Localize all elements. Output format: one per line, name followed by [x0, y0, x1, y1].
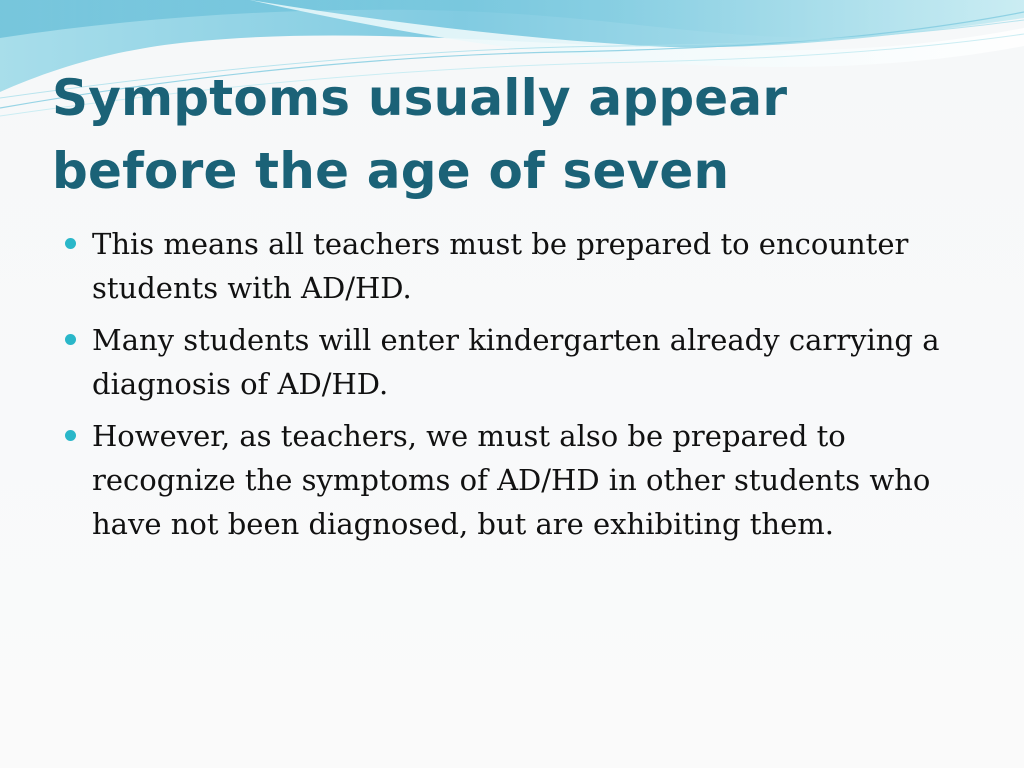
bullet-text: However, as teachers, we must also be prepared to recognize the symptoms of AD/HD in other students who have not been diagnosed, but are exhibiting them. — [92, 419, 931, 541]
bullet-text: Many students will enter kindergarten already carrying a diagnosis of AD/HD. — [92, 323, 940, 401]
bullet-text: This means all teachers must be prepared to encounter students with AD/HD. — [92, 227, 909, 305]
bullet-item — [60, 318, 970, 406]
bullet-dot-icon — [65, 238, 76, 249]
bullet-item — [60, 222, 970, 310]
bullet-list — [60, 222, 970, 554]
slide-title: Symptoms usually appear before the age of seven — [52, 69, 788, 200]
bullet-dot-icon — [65, 334, 76, 345]
bullet-dot-icon — [65, 430, 76, 441]
bullet-item — [60, 414, 970, 546]
